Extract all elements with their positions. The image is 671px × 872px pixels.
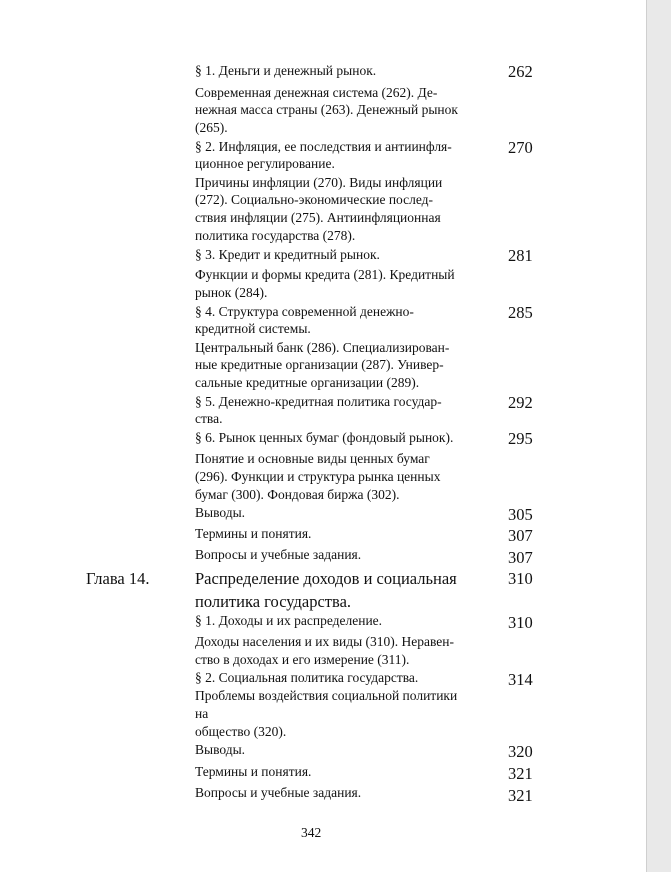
section-3-desc: Функции и формы кредита (281). Кредитный: [195, 267, 455, 282]
chapter-14-questions-page: 321: [508, 786, 533, 805]
section-5-title: ства.: [195, 411, 223, 426]
section-2-title: § 2. Инфляция, ее последствия и антиинфля-: [195, 139, 452, 154]
section-4-desc: ные кредитные организации (287). Универ-: [195, 357, 444, 372]
chapter-14-conclusions: Выводы.: [195, 742, 246, 757]
chapter-14-title: Распределение доходов и социальная: [195, 569, 457, 588]
chapter-14-section-2-desc: Проблемы воздействия социальной политики: [195, 688, 458, 703]
chapter-13-conclusions: Выводы.: [195, 505, 246, 520]
section-3-title: § 3. Кредит и кредитный рынок.: [195, 247, 380, 262]
section-4-desc: Центральный банк (286). Специализирован-: [195, 340, 450, 355]
section-2-page: 270: [508, 138, 533, 157]
chapter-14-page: 310: [508, 569, 533, 588]
chapter-14-section-2-desc: общество (320).: [195, 724, 287, 739]
section-6-desc: Понятие и основные виды ценных бумаг: [195, 451, 430, 466]
section-2-desc: Причины инфляции (270). Виды инфляции: [195, 175, 443, 190]
section-1-desc: (265).: [195, 120, 228, 135]
chapter-14-questions: Вопросы и учебные задания.: [195, 785, 362, 800]
section-5-page: 292: [508, 393, 533, 412]
chapter-13-questions-page: 307: [508, 548, 533, 567]
section-1-title: § 1. Деньги и денежный рынок.: [195, 63, 377, 78]
section-6-desc: бумаг (300). Фондовая биржа (302).: [195, 487, 400, 502]
chapter-14-section-2-page: 314: [508, 670, 533, 689]
chapter-13-terms: Термины и понятия.: [195, 526, 312, 541]
chapter-14-section-2-desc: на: [195, 706, 209, 721]
chapter-13-terms-page: 307: [508, 526, 533, 545]
section-1-desc: нежная масса страны (263). Денежный рынок: [195, 102, 458, 117]
chapter-14-section-1-page: 310: [508, 613, 533, 632]
section-2-desc: (272). Социально-экономические послед-: [195, 192, 434, 207]
chapter-14-section-2-title: § 2. Социальная политика государства.: [195, 670, 419, 685]
section-3-page: 281: [508, 246, 533, 265]
section-4-title: кредитной системы.: [195, 321, 311, 336]
section-3-desc: рынок (284).: [195, 285, 268, 300]
section-4-page: 285: [508, 303, 533, 322]
chapter-14-section-1-title: § 1. Доходы и их распределение.: [195, 613, 383, 628]
section-5-title: § 5. Денежно-кредитная политика государ-: [195, 394, 442, 409]
section-1-desc: Современная денежная система (262). Де-: [195, 85, 438, 100]
section-2-title: ционное регулирование.: [195, 156, 335, 171]
chapter-14-section-1-desc: Доходы населения и их виды (310). Неравен-: [195, 634, 455, 649]
section-6-page: 295: [508, 429, 533, 448]
footer-page-number: 342: [301, 825, 322, 840]
chapter-14-label: Глава 14.: [86, 569, 150, 588]
section-2-desc: ствия инфляции (275). Антиинфляционная: [195, 210, 441, 225]
section-4-title: § 4. Структура современной денежно-: [195, 304, 414, 319]
section-2-desc: политика государства (278).: [195, 228, 356, 243]
chapter-14-title: политика государства.: [195, 592, 352, 611]
section-6-desc: (296). Функции и структура рынка ценных: [195, 469, 441, 484]
section-6-title: § 6. Рынок ценных бумаг (фондовый рынок).: [195, 430, 454, 445]
chapter-14-terms: Термины и понятия.: [195, 764, 312, 779]
chapter-13-conclusions-page: 305: [508, 505, 533, 524]
section-4-desc: сальные кредитные организации (289).: [195, 375, 420, 390]
chapter-14-section-1-desc: ство в доходах и его измерение (311).: [195, 652, 410, 667]
chapter-13-questions: Вопросы и учебные задания.: [195, 547, 362, 562]
chapter-14-conclusions-page: 320: [508, 742, 533, 761]
chapter-14-terms-page: 321: [508, 764, 533, 783]
section-1-page: 262: [508, 62, 533, 81]
